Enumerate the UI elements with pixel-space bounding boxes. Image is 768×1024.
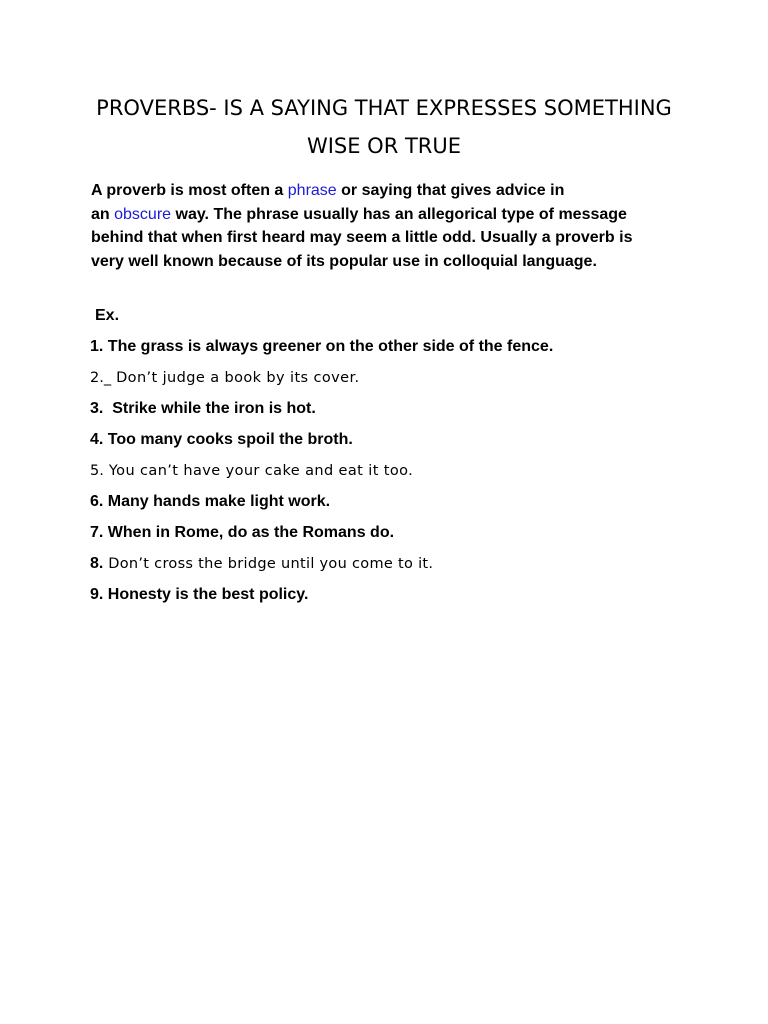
list-item [90,430,353,450]
intro-line-4: very well known because of its popular use in colloquial language. [91,252,597,270]
item-text: Too many cooks spoil the broth. [103,431,353,448]
item-number: 4. [90,431,104,448]
item-text: The grass is always greener on the other side of the fence. [103,338,554,355]
item-number: 5. [90,463,104,479]
intro-line-1 [91,179,691,203]
page-title [60,89,708,165]
intro-line-2 [91,203,691,227]
list-item [90,554,433,574]
list-item [90,461,413,481]
list-item [90,492,330,512]
item-text-light: Don’t cross the bridge until you come to it. [103,556,434,572]
item-number: 9. [90,586,104,603]
title-line-2: WISE OR TRUE [306,134,462,158]
obscure-link[interactable]: obscure [114,205,172,223]
list-item [90,337,553,357]
list-item [90,523,394,543]
intro-text: an [91,205,115,223]
intro-line-3: behind that when first heard may seem a little odd. Usually a proverb is [91,229,633,246]
list-item [90,368,360,388]
list-item [90,399,316,419]
item-number: 7. [90,524,104,541]
item-number: 6. [90,493,104,510]
item-text: Many hands make light work. [103,493,331,510]
intro-text: or saying that gives advice in [336,182,565,199]
item-text: Strike while the iron is hot. [103,400,316,417]
item-text: You can’t have your cake and eat it too. [103,463,414,479]
title-line-1: PROVERBS- IS A SAYING THAT EXPRESSES SOMETHING [96,96,672,120]
item-text: Honesty is the best policy. [103,586,309,603]
item-text: When in Rome, do as the Romans do. [103,524,395,541]
item-number: 1. [90,338,104,355]
item-number: 2._ [90,370,112,386]
intro-paragraph [91,179,691,273]
intro-text: way. The phrase usually has an allegorical type of message [171,205,627,223]
item-text: Don’t judge a book by its cover. [111,370,360,386]
item-number: 8. [90,555,104,572]
intro-text: A proverb is most often a [91,182,288,199]
examples-label: Ex. [95,307,120,324]
item-number: 3. [90,400,104,417]
phrase-link[interactable]: phrase [287,182,337,199]
list-item [90,585,308,605]
